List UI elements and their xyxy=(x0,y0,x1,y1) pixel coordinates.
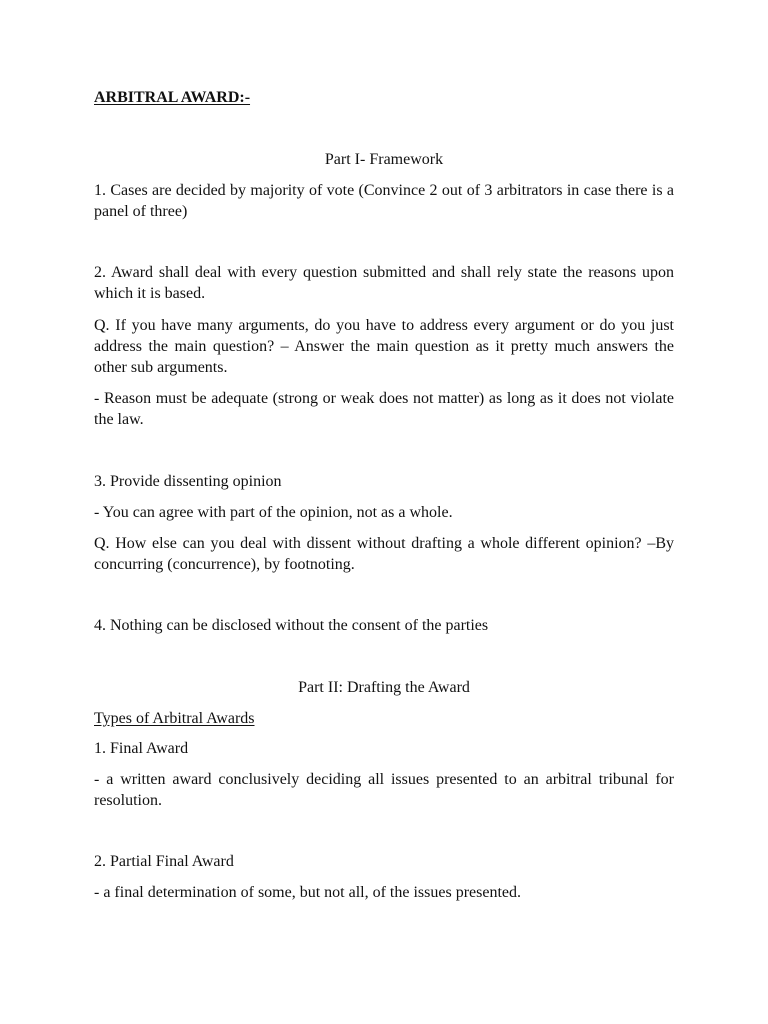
document-title: ARBITRAL AWARD:- xyxy=(94,89,251,106)
part2-heading: Part II: Drafting the Award xyxy=(298,679,470,696)
part1-paragraph-3: - Reason must be adequate (strong or weak does not matter) as long as it does not violate the law. xyxy=(94,390,674,428)
part1-paragraph-5: - You can agree with part of the opinion, not as a whole. xyxy=(94,504,453,521)
part2-paragraph-4: - a final determination of some, but not all, of the issues presented. xyxy=(94,884,521,901)
part1-heading: Part I- Framework xyxy=(324,151,444,168)
part2-subheading: Types of Arbitral Awards xyxy=(94,710,255,727)
part2-paragraph-3: 2. Partial Final Award xyxy=(94,853,234,870)
part2-paragraph-2: - a written award conclusively deciding all issues presented to an arbitral tribunal for resolution. xyxy=(94,771,674,809)
part1-paragraph-1: 1. Cases are decided by majority of vote (Convince 2 out of 3 arbitrators in case there is a panel of three) xyxy=(94,182,674,220)
part1-paragraph-4: 3. Provide dissenting opinion xyxy=(94,473,282,490)
part2-paragraph-1: 1. Final Award xyxy=(94,740,189,757)
part1-question-1: Q. If you have many arguments, do you have to address every argument or do you just address the main question? – Answer the main question as it pretty much answers the other sub arguments. xyxy=(94,317,674,376)
part1-paragraph-2: 2. Award shall deal with every question submitted and shall rely state the reasons upon which it is based. xyxy=(94,264,674,302)
part1-paragraph-6: 4. Nothing can be disclosed without the consent of the parties xyxy=(94,617,489,634)
part1-question-2: Q. How else can you deal with dissent without drafting a whole different opinion? –By concurring (concurrence), by footnoting. xyxy=(94,535,674,573)
